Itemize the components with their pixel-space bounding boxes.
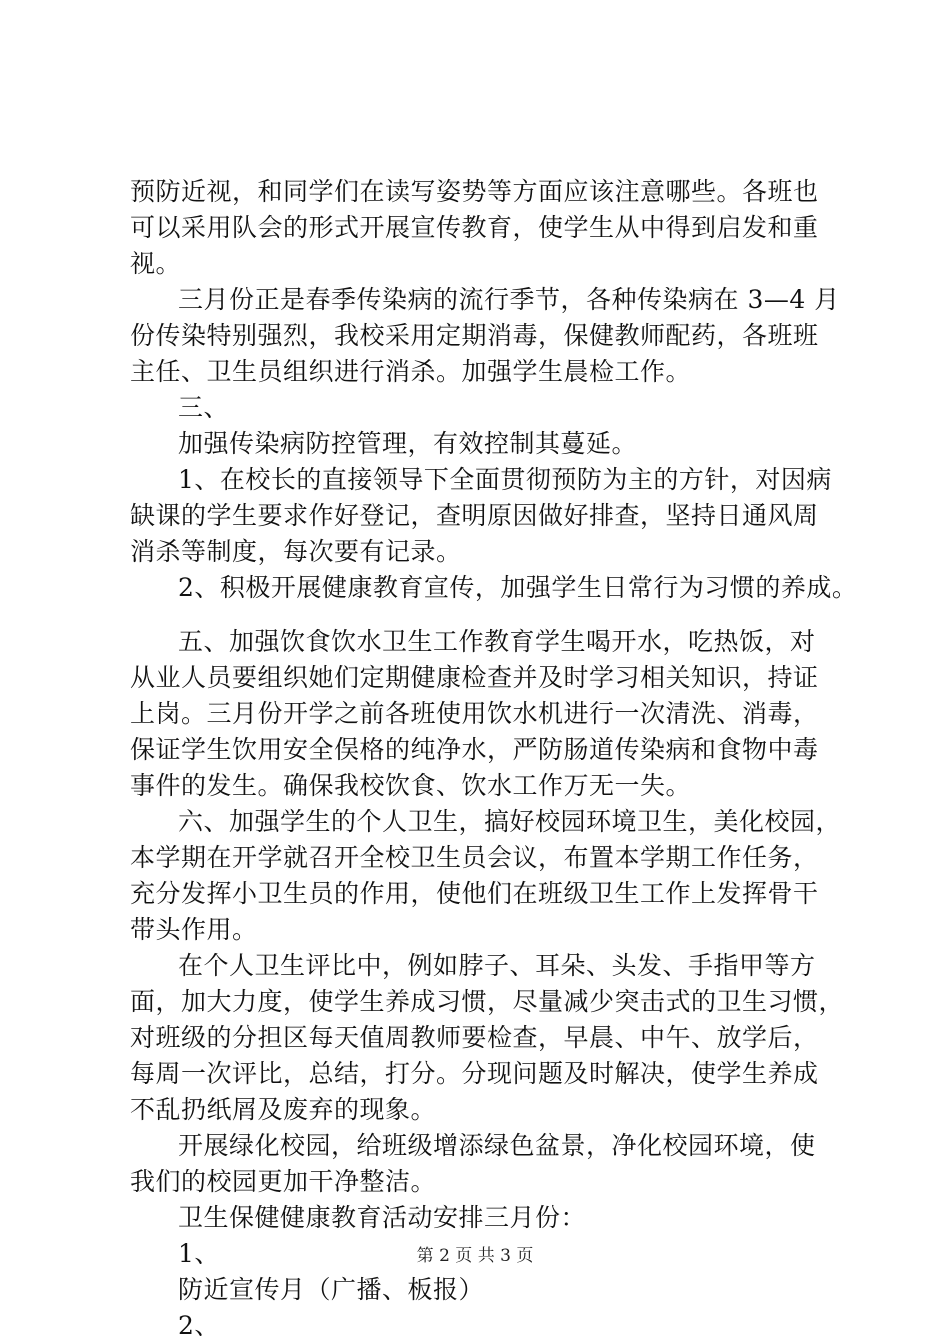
text-line: 充分发挥小卫生员的作用，使他们在班级卫生工作上发挥骨干 xyxy=(130,879,819,908)
text-line: 五、加强饮食饮水卫生工作教育学生喝开水，吃热饭，对 xyxy=(178,627,816,656)
text-line: 在个人卫生评比中，例如脖子、耳朵、头发、手指甲等方 xyxy=(178,951,816,980)
text-line: 每周一次评比，总结，打分。分现问题及时解决，使学生养成 xyxy=(130,1059,819,1088)
text-line: 三月份正是春季传染病的流行季节，各种传染病在 3—4 月 xyxy=(178,285,840,314)
list-number: 2、 xyxy=(178,1311,220,1340)
text-line: 开展绿化校园，给班级增添绿色盆景，净化校园环境，使 xyxy=(178,1131,816,1160)
text-line: 2、积极开展健康教育宣传，加强学生日常行为习惯的养成。 xyxy=(178,573,858,602)
page-footer: 第 2 页 共 3 页 xyxy=(416,1246,534,1266)
section-heading: 三、 xyxy=(178,393,230,422)
list-number: 1、 xyxy=(178,1239,220,1268)
section-heading: 加强传染病防控管理，有效控制其蔓延。 xyxy=(178,429,638,458)
text-line: 主任、卫生员组织进行消杀。加强学生晨检工作。 xyxy=(130,357,692,386)
text-line: 面，加大力度，使学生养成习惯，尽量减少突击式的卫生习惯， xyxy=(130,987,845,1016)
text-line: 预防近视，和同学们在读写姿势等方面应该注意哪些。各班也 xyxy=(130,177,819,206)
text-line: 带头作用。 xyxy=(130,915,258,944)
text-line: 上岗。三月份开学之前各班使用饮水机进行一次清洗、消毒， xyxy=(130,699,819,728)
text-line: 不乱扔纸屑及废弃的现象。 xyxy=(130,1095,437,1124)
text-line: 消杀等制度，每次要有记录。 xyxy=(130,537,462,566)
text-line: 1、在校长的直接领导下全面贯彻预防为主的方针，对因病 xyxy=(178,465,832,494)
text-line: 对班级的分担区每天值周教师要检查，早晨、中午、放学后， xyxy=(130,1023,819,1052)
text-line: 我们的校园更加干净整洁。 xyxy=(130,1167,437,1196)
text-line: 防近宣传月（广播、板报） xyxy=(178,1275,485,1304)
text-line: 视。 xyxy=(130,249,182,278)
text-line: 可以采用队会的形式开展宣传教育，使学生从中得到启发和重 xyxy=(130,213,819,242)
text-line: 六、加强学生的个人卫生，搞好校园环境卫生，美化校园， xyxy=(178,807,842,836)
text-line: 缺课的学生要求作好登记，查明原因做好排查，坚持日通风周 xyxy=(130,501,819,530)
text-line: 从业人员要组织她们定期健康检查并及时学习相关知识，持证 xyxy=(130,663,819,692)
text-line: 保证学生饮用安全俣格的纯净水，严防肠道传染病和食物中毒 xyxy=(130,735,819,764)
text-line: 本学期在开学就召开全校卫生员会议，布置本学期工作任务， xyxy=(130,843,819,872)
text-line: 份传染特别强烈，我校采用定期消毒，保健教师配药，各班班 xyxy=(130,321,819,350)
text-line: 卫生保健健康教育活动安排三月份： xyxy=(178,1203,587,1232)
text-line: 事件的发生。确保我校饮食、饮水工作万无一失。 xyxy=(130,771,692,800)
